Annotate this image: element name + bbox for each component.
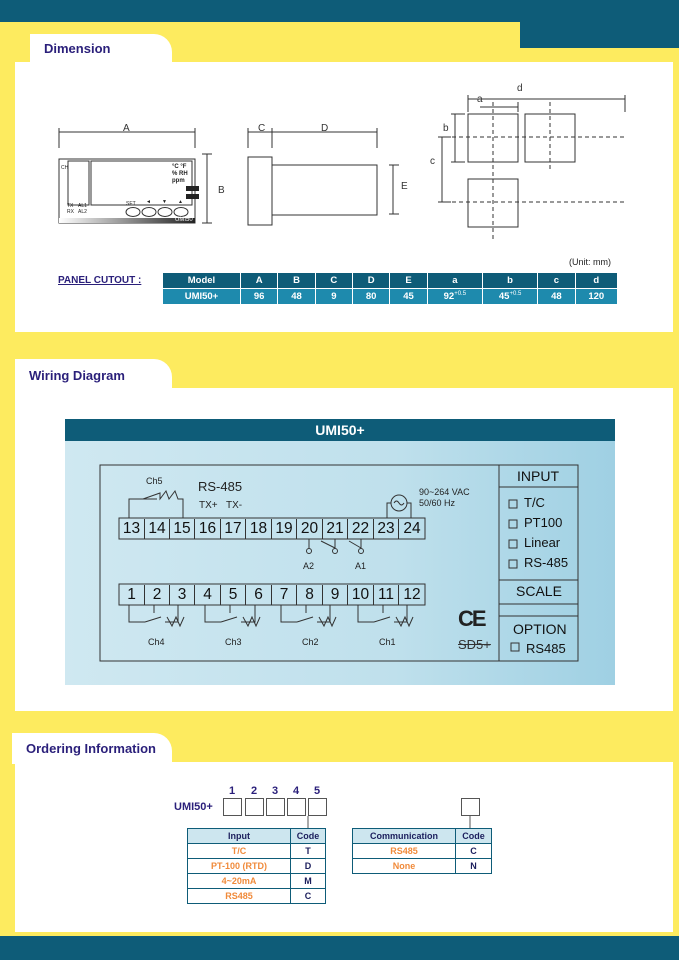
cutout-value-row: [163, 289, 618, 305]
option-title: OPTION: [513, 621, 567, 637]
terminal-1: 1: [119, 585, 145, 605]
code-cell: T: [291, 844, 326, 859]
terminal-12: 12: [403, 586, 421, 603]
terminal-6: 6: [246, 585, 272, 605]
cutout-table: [162, 272, 618, 305]
unit-note: (Unit: mm): [569, 257, 611, 267]
front-units-rh: % RH: [172, 171, 188, 177]
input-code-table: [187, 828, 326, 904]
code-cell: C: [291, 889, 326, 904]
dim-label-a: a: [477, 94, 483, 105]
scale-title: SCALE: [516, 583, 562, 599]
terminal-15: 15: [170, 519, 195, 539]
table-row: [353, 844, 492, 859]
cutout-a-value: 92: [443, 291, 455, 303]
front-up-label: ▲: [178, 199, 183, 205]
input-cell: T/C: [188, 844, 291, 859]
table-row: [188, 844, 326, 859]
code-box-1: [223, 798, 242, 816]
order-model: UMI50+: [174, 801, 213, 813]
wiring-title: Wiring Diagram: [29, 368, 125, 383]
cutout-value-cell-a: [427, 289, 482, 305]
digit-2: 2: [251, 785, 258, 797]
cutout-value-cell: 96: [240, 289, 277, 305]
code-cell: D: [291, 859, 326, 874]
ce-mark: CE: [458, 606, 485, 631]
comm-cell: RS485: [353, 844, 456, 859]
input-header-cell: Input: [188, 829, 291, 844]
tx-plus-label: TX+: [199, 500, 218, 511]
front-units-ppm: ppm: [172, 178, 185, 184]
terminal-5: 5: [221, 585, 246, 605]
cutout-value-cell: 45: [390, 289, 427, 305]
dim-label-b: b: [443, 123, 449, 134]
front-rx: RX: [67, 209, 74, 215]
panel-cutout-label: PANEL CUTOUT :: [58, 275, 142, 286]
input-option-tc: T/C: [524, 495, 545, 510]
front-down-label: ▼: [162, 199, 167, 205]
input-table-header: [188, 829, 326, 844]
terminal-23: 23: [374, 519, 399, 539]
comm-cell: None: [353, 859, 456, 874]
terminal-8: 8: [297, 585, 323, 605]
front-al1: AL1: [78, 203, 87, 209]
dimension-drawing: [15, 62, 673, 262]
cutout-value-cell: 120: [575, 289, 617, 305]
dim-label-c: c: [430, 156, 435, 167]
cutout-value-cell: 48: [278, 289, 315, 305]
cutout-value-cell-b: [482, 289, 537, 305]
cutout-header-cell: d: [575, 273, 617, 289]
code-cell: C: [456, 844, 492, 859]
terminal-16: 16: [195, 519, 221, 539]
terminal-22: 22: [348, 519, 374, 539]
cutout-b-value: 45: [498, 291, 510, 303]
dim-label-A: A: [123, 123, 130, 134]
wiring-tab: [15, 359, 172, 390]
ch2-label: Ch2: [302, 637, 319, 647]
ch3-label: Ch3: [225, 637, 242, 647]
terminal-20: 20: [297, 519, 323, 539]
tolerance-b: +0.5: [509, 290, 522, 297]
input-option-pt100: PT100: [524, 515, 563, 530]
tx-minus-label: TX-: [226, 500, 243, 511]
top-bar: [0, 0, 679, 22]
ch4-label: Ch4: [148, 637, 165, 647]
input-option-linear: Linear: [524, 535, 561, 550]
cutout-header-cell: A: [240, 273, 277, 289]
tolerance-a: +0.5: [454, 290, 467, 297]
input-cell: 4~20mA: [188, 874, 291, 889]
front-set-label: SET: [126, 201, 136, 207]
ch1-label: Ch1: [379, 637, 396, 647]
wiring-header: UMI50+: [65, 419, 615, 441]
code-box-5: [308, 798, 327, 816]
input-cell: RS485: [188, 889, 291, 904]
dim-label-C: C: [258, 123, 266, 134]
terminal-13: 13: [119, 519, 145, 539]
cutout-value-cell: UMI50+: [163, 289, 241, 305]
terminal-24: 24: [403, 520, 421, 537]
code-cell: N: [456, 859, 492, 874]
digit-4: 4: [293, 785, 300, 797]
front-brand: UMI50: [175, 217, 193, 223]
power-frequency: 50/60 Hz: [419, 498, 456, 508]
rs485-label: RS-485: [198, 479, 243, 494]
cutout-header-cell: B: [278, 273, 315, 289]
dimension-title: Dimension: [44, 41, 111, 56]
terminal-9: 9: [323, 585, 348, 605]
code-header-cell: Code: [456, 829, 492, 844]
table-row: [188, 889, 326, 904]
option-rs485: RS485: [526, 641, 566, 656]
digit-3: 3: [272, 785, 279, 797]
communication-code-table: [352, 828, 492, 874]
front-al2: AL2: [78, 209, 87, 215]
terminal-17: 17: [221, 519, 246, 539]
sds-mark: SD5+: [458, 637, 491, 652]
terminal-7: 7: [272, 585, 297, 605]
cutout-header-cell: Model: [163, 273, 241, 289]
ch5-label: Ch5: [146, 476, 163, 486]
terminal-10: 10: [348, 585, 374, 605]
top-bar-notch: [520, 22, 679, 48]
cutout-header-cell: E: [390, 273, 427, 289]
cutout-header-cell: a: [427, 273, 482, 289]
cutout-value-cell: 80: [352, 289, 389, 305]
dim-label-d: d: [517, 83, 523, 94]
digit-1: 1: [229, 785, 236, 797]
cutout-header-cell: b: [482, 273, 537, 289]
front-ch: CH: [61, 165, 69, 171]
code-box-4: [287, 798, 306, 816]
terminal-19: 19: [272, 519, 297, 539]
table-row: [188, 874, 326, 889]
table-row: [188, 859, 326, 874]
front-left-label: ◄: [146, 199, 151, 205]
terminal-18: 18: [246, 519, 272, 539]
input-title: INPUT: [517, 468, 559, 484]
dimension-tab: [30, 34, 172, 64]
ordering-tab: [12, 733, 172, 764]
terminal-21: 21: [323, 519, 348, 539]
cutout-header-cell: c: [538, 273, 575, 289]
ordering-panel: [15, 762, 673, 932]
power-voltage: 90~264 VAC: [419, 487, 470, 497]
front-tx: TX: [67, 203, 74, 209]
dim-label-B: B: [218, 185, 225, 196]
cutout-header-cell: C: [315, 273, 352, 289]
cutout-header-cell: D: [352, 273, 389, 289]
terminal-11: 11: [374, 585, 399, 605]
dim-label-E: E: [401, 181, 408, 192]
code-cell: M: [291, 874, 326, 889]
a2-label: A2: [303, 561, 315, 571]
terminal-14: 14: [145, 519, 170, 539]
cutout-value-cell: 48: [538, 289, 575, 305]
bottom-bar: [0, 936, 679, 960]
table-row: [353, 859, 492, 874]
front-units-temp: °C °F: [172, 164, 187, 170]
code-box-2: [245, 798, 264, 816]
code-box-comm: [461, 798, 480, 816]
comm-header-cell: Communication: [353, 829, 456, 844]
cutout-header-row: [163, 273, 618, 289]
code-box-3: [266, 798, 285, 816]
dim-label-D: D: [321, 123, 329, 134]
input-option-rs485: RS-485: [524, 555, 569, 570]
ordering-title: Ordering Information: [26, 741, 156, 756]
terminal-4: 4: [195, 585, 221, 605]
comm-table-header: [353, 829, 492, 844]
code-header-cell: Code: [291, 829, 326, 844]
terminal-3: 3: [170, 585, 195, 605]
input-cell: PT-100 (RTD): [188, 859, 291, 874]
cutout-value-cell: 9: [315, 289, 352, 305]
digit-5: 5: [314, 785, 321, 797]
terminal-2: 2: [145, 585, 170, 605]
a1-label: A1: [355, 561, 367, 571]
